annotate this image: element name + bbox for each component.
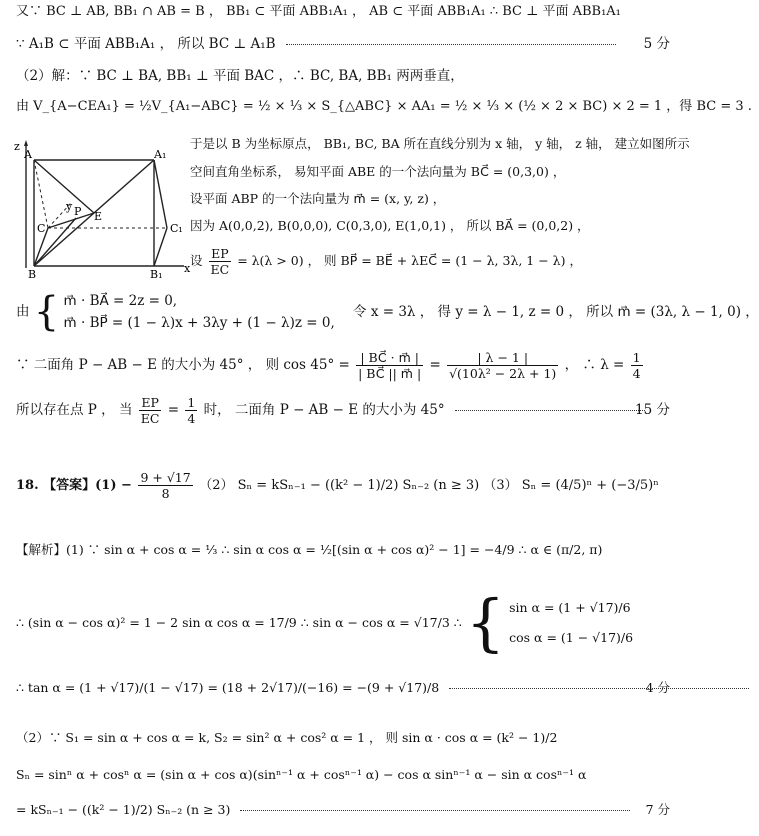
cos-frac-1-den: | BC⃗ || m⃗ | <box>358 366 422 381</box>
ratio-den: EC <box>210 262 230 277</box>
label-P: P <box>74 205 82 218</box>
q18-frac <box>138 470 192 501</box>
seg-AE <box>34 160 94 213</box>
cos-frac-2 <box>447 350 558 381</box>
cos-pre: ∵ 二面角 P − AB − E 的大小为 45° ， 则 cos 45° = <box>16 357 350 373</box>
sincos-system <box>509 593 633 653</box>
lambda-frac <box>631 350 643 381</box>
existence-line <box>16 390 682 430</box>
label-B1: B₁ <box>150 268 163 281</box>
proof-line-1: 又∵ BC ⊥ AB, BB₁ ∩ AB = B ， BB₁ ⊂ 平面 ABB₁A₁ ， AB ⊂ 平面 ABB₁A₁ ∴ BC ⊥ 平面 ABB₁A₁ <box>16 4 621 19</box>
label-C: C <box>37 222 46 235</box>
cos-value: cos α = (1 − √17)/6 <box>509 630 634 645</box>
setup-line-3: 设平面 ABP 的一个法向量为 m⃗ = (x, y, z) ， <box>190 191 446 206</box>
recurrence-result: = kSₙ₋₁ − ((k² − 1)/2) Sₙ₋₂ (n ≥ 3) <box>16 802 231 817</box>
ex-post: 时， 二面角 P − AB − E 的大小为 45° <box>203 402 445 418</box>
label-y: y <box>66 200 73 213</box>
sin-value: sin α = (1 + √17)/6 <box>509 600 631 615</box>
ex-lambda-num: 1 <box>187 395 196 410</box>
setup-line-2: 空间直角坐标系， 易知平面 ABE 的一个法向量为 BC⃗ = (0,3,0) ， <box>190 164 566 179</box>
ex-frac-num: EP <box>139 395 162 411</box>
setup-line-5 <box>190 243 682 279</box>
ex-frac-den: EC <box>140 411 160 426</box>
proof-line-2 <box>16 34 682 54</box>
cos-frac-2-num: | λ − 1 | <box>447 350 558 366</box>
setup-line-5-pre: 设 <box>190 253 203 268</box>
label-E: E <box>94 210 103 223</box>
prism-figure <box>14 140 194 280</box>
score-15: 15 分 <box>635 402 670 418</box>
ratio-ep-ec <box>209 246 232 277</box>
label-x: x <box>184 262 191 275</box>
seg-CE <box>48 213 94 228</box>
cos-frac-1-num: | BC⃗ · m⃗ | <box>356 350 423 366</box>
leader-dots <box>449 688 749 689</box>
system-equations <box>64 290 335 334</box>
setup-line-1: 于是以 B 为坐标原点， BB₁, BC, BA 所在直线分别为 x 轴， y 轴， z 轴， 建立如图所示 <box>190 136 690 151</box>
analysis-line-6 <box>16 800 682 820</box>
ex-lambda-den: 4 <box>187 411 196 426</box>
cos-eq: = <box>429 357 441 373</box>
q18-frac-num: 9 + √17 <box>140 470 191 485</box>
analysis-line-2-text: ∴ (sin α − cos α)² = 1 − 2 sin α cos α = 17/9 ∴ sin α − cos α = √17/3 ∴ <box>16 615 462 630</box>
analysis-line-3 <box>16 678 682 698</box>
leader-dots <box>240 810 630 811</box>
edge-A1C1 <box>154 160 167 228</box>
label-A: A <box>24 148 32 161</box>
analysis-line-5: Sₙ = sinⁿ α + cosⁿ α = (sin α + cos α)(sinⁿ⁻¹ α + cosⁿ⁻¹ α) − cos α sinⁿ⁻¹ α − sin α cosⁿ⁻¹ α <box>16 767 587 782</box>
analysis-line-4: （2）∵ S₁ = sin α + cos α = k, S₂ = sin² α + cos² α = 1 ， 则 sin α · cos α = (k² − 1)/2 <box>16 730 558 745</box>
volume-equation: 由 V_{A−CEA₁} = ½V_{A₁−ABC} = ½ × ⅓ × S_{△ABC} × AA₁ = ½ × ⅓ × (½ × 2 × BC) × 2 = 1 ，得 BC = 3 . <box>16 99 752 114</box>
cos-frac-2-den: √(10λ² − 2λ + 1) <box>449 366 557 381</box>
system-brace: { <box>33 289 60 335</box>
system-post: 令 x = 3λ ， 得 y = λ − 1, z = 0 ， 所以 m⃗ = (3λ, λ − 1, 0) ， <box>353 303 759 320</box>
ratio-num: EP <box>209 246 232 262</box>
tan-result: ∴ tan α = (1 + √17)/(1 − √17) = (18 + 2√17)/(−16) = −(9 + √17)/8 <box>16 680 440 695</box>
system-eq-1: m⃗ · BA⃗ = 2z = 0, <box>63 293 178 309</box>
label-A1: A₁ <box>154 148 167 161</box>
system-eq-2: m⃗ · BP⃗ = (1 − λ)x + 3λy + (1 − λ)z = 0, <box>63 315 335 331</box>
leader-dots <box>286 44 616 45</box>
cos-frac-1 <box>356 350 423 381</box>
analysis-line-1: 【解析】(1) ∵ sin α + cos α = ⅓ ∴ sin α cos α = ½[(sin α + cos α)² − 1] = −4/9 ∴ α ∈ (π/2, π) <box>16 542 603 557</box>
dihedral-cos-line <box>16 345 682 385</box>
ex-lambda-frac <box>185 395 197 426</box>
q18-post: （2） Sₙ = kSₙ₋₁ − ((k² − 1)/2) Sₙ₋₂ (n ≥ 3) （3） Sₙ = (4/5)ⁿ + (−3/5)ⁿ <box>199 478 659 493</box>
q18-pre: 18. 【答案】(1) − <box>16 478 132 493</box>
score-5: 5 分 <box>643 36 670 52</box>
part2-intro: （2）解：∵ BC ⊥ BA, BB₁ ⊥ 平面 BAC ，∴ BC, BA, BB₁ 两两垂直， <box>16 68 464 84</box>
q18-answer <box>16 466 682 506</box>
ex-pre: 所以存在点 P ， 当 <box>16 402 133 418</box>
setup-line-5-post: = λ(λ > 0) ， 则 BP⃗ = BE⃗ + λEC⃗ = (1 − λ, 3λ, 1 − λ) ， <box>237 253 582 268</box>
leader-dots <box>455 410 645 411</box>
system-pre: 由 <box>16 303 30 320</box>
cos-post: ， ∴ λ = <box>564 357 625 373</box>
label-C1: C₁ <box>170 222 183 235</box>
analysis-line-2 <box>16 588 682 658</box>
label-z: z <box>14 140 20 153</box>
q18-frac-den: 8 <box>161 486 170 501</box>
label-B: B <box>28 268 37 281</box>
edge-C1B1 <box>154 228 167 266</box>
lambda-den: 4 <box>632 366 641 381</box>
ex-frac <box>139 395 162 426</box>
normal-vector-system <box>16 289 759 340</box>
analysis-brace: { <box>465 586 506 659</box>
score-7: 7 分 <box>645 802 670 817</box>
proof-line-2-text: ∵ A₁B ⊂ 平面 ABB₁A₁ ， 所以 BC ⊥ A₁B <box>16 36 276 52</box>
lambda-num: 1 <box>632 350 641 365</box>
score-4: 4 分 <box>645 680 670 695</box>
setup-line-4: 因为 A(0,0,2), B(0,0,0), C(0,3,0), E(1,0,1) ， 所以 BA⃗ = (0,0,2) ， <box>190 218 590 233</box>
ex-mid: = <box>167 402 180 418</box>
